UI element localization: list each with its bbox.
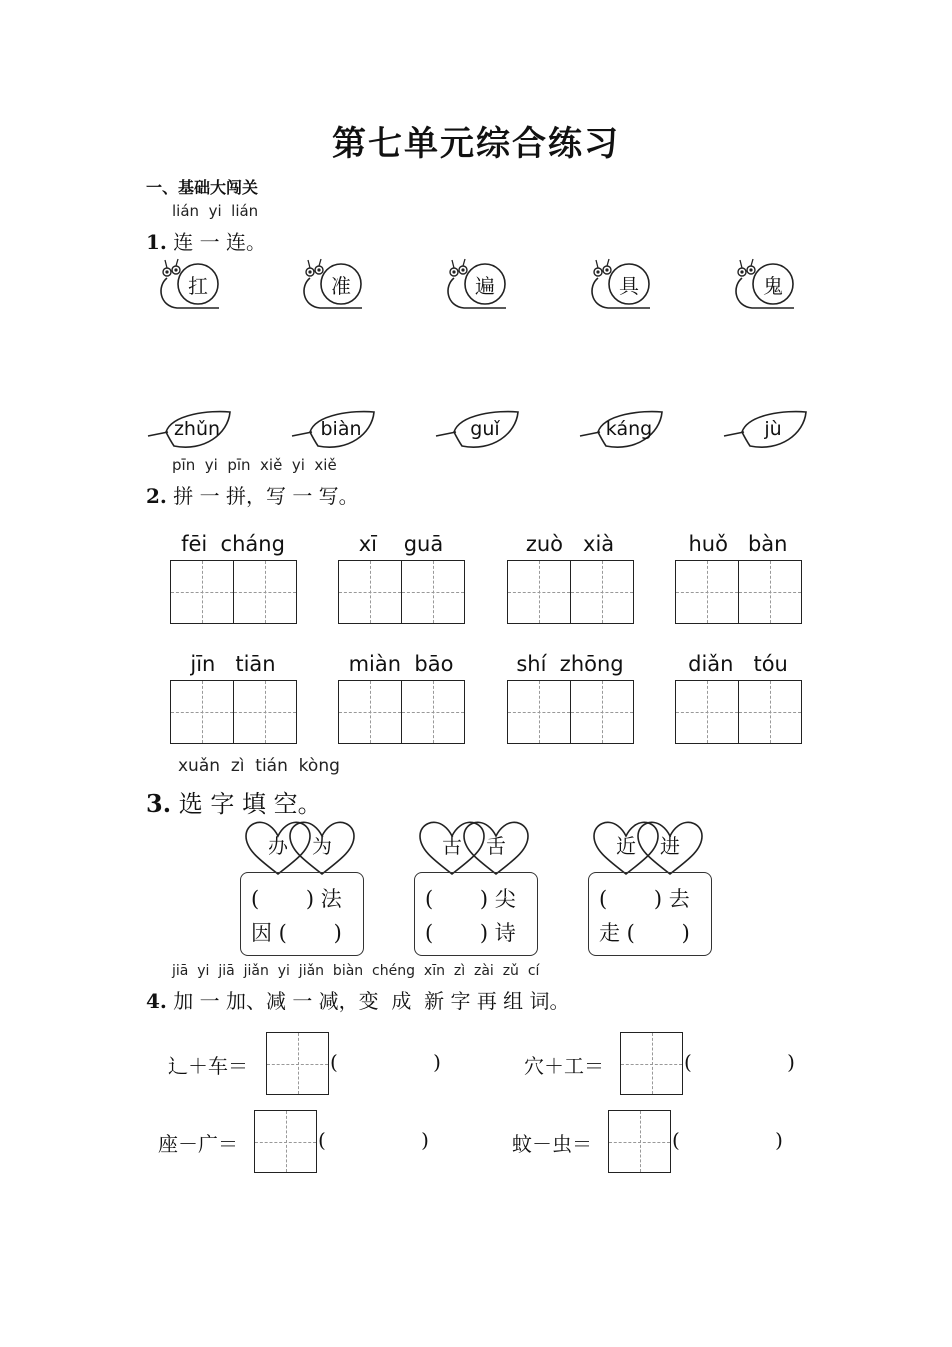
choice-group: [588, 816, 718, 958]
grid-cell[interactable]: [609, 1111, 670, 1172]
answer-grid[interactable]: [266, 1032, 329, 1095]
q3-prompt: 3. 选 字 填 空。: [146, 789, 322, 818]
choice-group: [414, 816, 544, 958]
hearts-icon: [414, 816, 544, 876]
fill-box[interactable]: [240, 872, 364, 956]
fill-line[interactable]: 走 ( ): [599, 921, 690, 945]
fill-line[interactable]: ( ) 尖: [425, 887, 516, 911]
writing-grid[interactable]: [675, 560, 802, 624]
grid-cell[interactable]: [508, 561, 570, 623]
equation-expr: 穴＋工＝: [524, 1054, 604, 1078]
leaf-pinyin: káng: [605, 418, 653, 440]
equation-expr: 座－广＝: [158, 1132, 238, 1156]
choice-group: [240, 816, 370, 958]
grid-cell[interactable]: [233, 681, 296, 743]
leaf-card[interactable]: [148, 408, 232, 452]
heart-char[interactable]: 近: [616, 834, 636, 858]
leaf-pinyin: jù: [764, 418, 782, 440]
fill-line[interactable]: ( ) 去: [599, 887, 690, 911]
q1-prompt: 1. 连 一 连。: [146, 230, 266, 254]
snail-card[interactable]: [298, 256, 368, 312]
word-pinyin: shí zhōng: [516, 652, 624, 676]
hearts-icon: [240, 816, 370, 876]
grid-cell[interactable]: [676, 681, 738, 743]
grid-cell[interactable]: [738, 561, 801, 623]
answer-grid[interactable]: [608, 1110, 671, 1173]
writing-grid[interactable]: [170, 680, 297, 744]
grid-cell[interactable]: [339, 561, 401, 623]
snail-char: 准: [331, 274, 351, 298]
heart-char[interactable]: 进: [660, 834, 680, 858]
grid-cell[interactable]: [233, 561, 296, 623]
heart-char[interactable]: 舌: [486, 834, 506, 858]
grid-cell[interactable]: [508, 681, 570, 743]
writing-grid[interactable]: [338, 680, 465, 744]
leaf-pinyin: guǐ: [470, 418, 500, 440]
fill-box[interactable]: [588, 872, 712, 956]
q2-pinyin: pīn yi pīn xiě yi xiě: [172, 456, 337, 474]
heart-char[interactable]: 办: [268, 834, 288, 858]
word-pinyin: xī guā: [358, 532, 444, 556]
grid-cell[interactable]: [570, 561, 633, 623]
word-paren[interactable]: ( ): [684, 1050, 795, 1074]
q2-prompt: 2. 拼 一 拼，写 一 写。: [146, 484, 359, 508]
snail-card[interactable]: [586, 256, 656, 312]
grid-cell[interactable]: [339, 681, 401, 743]
fill-line[interactable]: 因 ( ): [251, 921, 342, 945]
grid-cell[interactable]: [401, 561, 464, 623]
hearts-icon: [588, 816, 718, 876]
snail-card[interactable]: [155, 256, 225, 312]
q4-prompt: 4. 加 一 加、减 一 减，变 成 新 字 再 组 词。: [146, 989, 570, 1013]
page-title: 第七单元综合练习: [332, 124, 620, 164]
word-pinyin: jīn tiān: [190, 652, 276, 676]
answer-grid[interactable]: [620, 1032, 683, 1095]
snail-char: 扛: [188, 274, 208, 298]
answer-grid[interactable]: [254, 1110, 317, 1173]
grid-cell[interactable]: [171, 681, 233, 743]
q4-pinyin: jiā yi jiā jiǎn yi jiǎn biàn chéng xīn zì zài zǔ cí: [172, 963, 540, 979]
leaf-card[interactable]: [724, 408, 808, 452]
word-pinyin: diǎn tóu: [688, 652, 788, 676]
snail-card[interactable]: [730, 256, 800, 312]
word-paren[interactable]: ( ): [672, 1128, 783, 1152]
heart-char[interactable]: 古: [442, 834, 462, 858]
grid-cell[interactable]: [267, 1033, 328, 1094]
grid-cell[interactable]: [255, 1111, 316, 1172]
snail-char: 遍: [475, 274, 495, 298]
word-pinyin: miàn bāo: [348, 652, 454, 676]
fill-line[interactable]: ( ) 诗: [425, 921, 516, 945]
writing-grid[interactable]: [507, 560, 634, 624]
word-pinyin: zuò xià: [525, 532, 615, 556]
snail-char: 鬼: [763, 274, 783, 298]
leaf-card[interactable]: [436, 408, 520, 452]
snail-card[interactable]: [442, 256, 512, 312]
writing-grid[interactable]: [338, 560, 465, 624]
leaf-card[interactable]: [580, 408, 664, 452]
grid-cell[interactable]: [621, 1033, 682, 1094]
equation-expr: 辶＋车＝: [168, 1054, 248, 1078]
grid-cell[interactable]: [570, 681, 633, 743]
leaf-pinyin: zhǔn: [173, 418, 221, 440]
writing-grid[interactable]: [170, 560, 297, 624]
grid-cell[interactable]: [738, 681, 801, 743]
equation-expr: 蚊－虫＝: [512, 1132, 592, 1156]
word-paren[interactable]: ( ): [318, 1128, 429, 1152]
snail-char: 具: [619, 274, 639, 298]
q3-pinyin: xuǎn zì tián kòng: [178, 756, 340, 776]
word-paren[interactable]: ( ): [330, 1050, 441, 1074]
leaf-pinyin: biàn: [320, 418, 362, 440]
grid-cell[interactable]: [401, 681, 464, 743]
section-heading: 一、基础大闯关: [146, 178, 259, 197]
fill-line[interactable]: ( ) 法: [251, 887, 342, 911]
grid-cell[interactable]: [171, 561, 233, 623]
word-pinyin: huǒ bàn: [688, 532, 788, 556]
grid-cell[interactable]: [676, 561, 738, 623]
writing-grid[interactable]: [675, 680, 802, 744]
heart-char[interactable]: 为: [312, 834, 332, 858]
leaf-card[interactable]: [292, 408, 376, 452]
fill-box[interactable]: [414, 872, 538, 956]
word-pinyin: fēi cháng: [181, 532, 285, 556]
writing-grid[interactable]: [507, 680, 634, 744]
q1-pinyin: lián yi lián: [172, 202, 259, 220]
